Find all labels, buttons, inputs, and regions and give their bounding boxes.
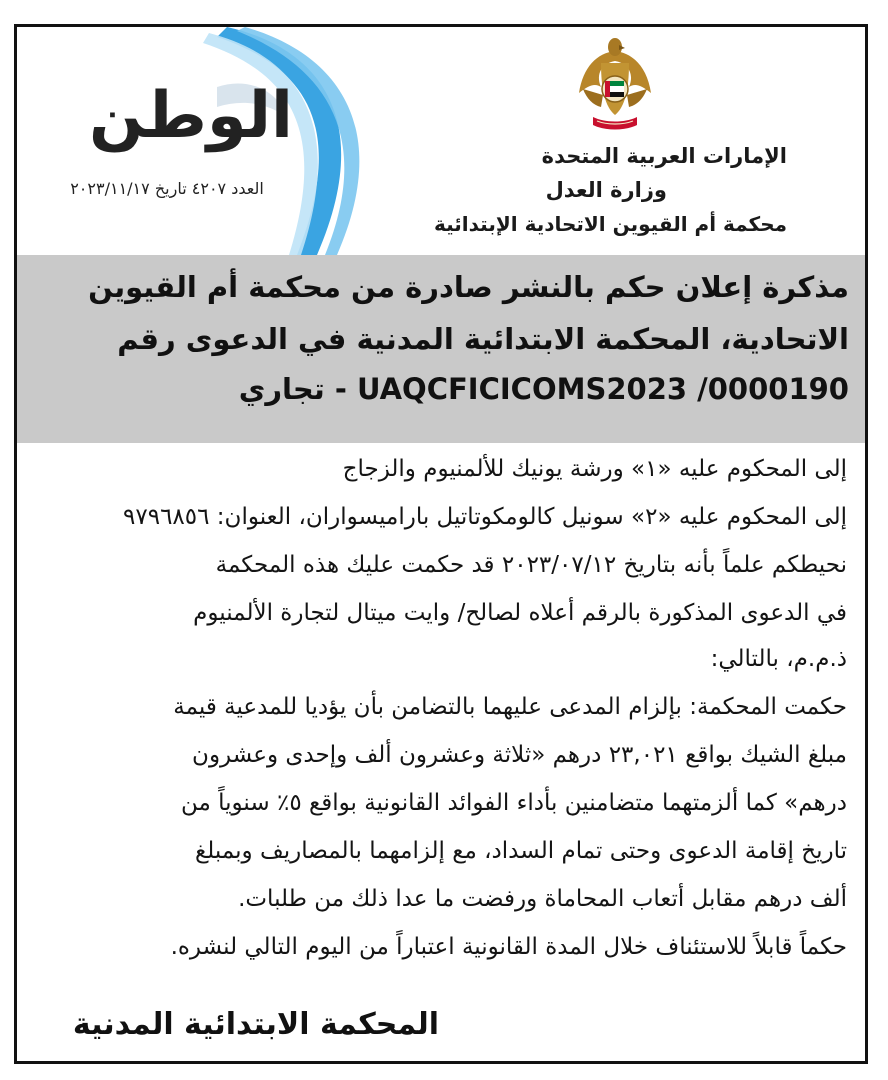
title-line-1: مذكرة إعلان حكم بالنشر صادرة من محكمة أم القيوين bbox=[88, 270, 849, 304]
body-line: درهم» كما ألزمتهما متضامنين بأداء الفوائد القانونية بواقع ٥٪ سنوياً من bbox=[181, 790, 847, 816]
body-line: إلى المحكوم عليه «١» ورشة يونيك للألمنيوم والزجاج bbox=[342, 456, 847, 482]
court-signature: المحكمة الابتدائية المدنية bbox=[72, 1007, 439, 1042]
government-heading bbox=[434, 139, 787, 241]
court-name: محكمة أم القيوين الاتحادية الإبتدائية bbox=[433, 212, 787, 236]
newspaper-logo: الوطن bbox=[89, 79, 293, 153]
body-line: في الدعوى المذكورة بالرقم أعلاه لصالح/ وايت ميتال لتجارة الألمنيوم bbox=[193, 600, 847, 626]
body-line: حكمت المحكمة: بإلزام المدعى عليهما بالتضامن بأن يؤديا للمدعية قيمة bbox=[173, 694, 847, 720]
issue-number-date: العدد ٤٢٠٧ تاريخ ٢٠٢٣/١١/١٧ bbox=[70, 179, 264, 198]
body-line: تاريخ إقامة الدعوى وحتى تمام السداد، مع إلزامهما بالمصاريف وبمبلغ bbox=[195, 838, 847, 864]
body-line: ألف درهم مقابل أتعاب المحاماة ورفضت ما عدا ذلك من طلبات. bbox=[238, 886, 847, 912]
country-name: الإمارات العربية المتحدة bbox=[541, 144, 787, 168]
title-line-3: UAQCFICICOMS2023 /0000190 - تجاري bbox=[238, 372, 849, 406]
uae-falcon-emblem-icon bbox=[575, 33, 655, 133]
ministry-name: وزارة العدل bbox=[545, 178, 667, 202]
body-line: نحيطكم علماً بأنه بتاريخ ٢٠٢٣/٠٧/١٢ قد حكمت عليك هذه المحكمة bbox=[215, 552, 847, 578]
body-line: إلى المحكوم عليه «٢» سونيل كالومكوتاتيل باراميسواران، العنوان: ٩٧٩٦٨٥٦ bbox=[123, 504, 847, 530]
body-line: مبلغ الشيك بواقع ٢٣,٠٢١ درهم «ثلاثة وعشرون ألف وإحدى وعشرون bbox=[192, 742, 847, 768]
body-line: حكماً قابلاً للاستئناف خلال المدة القانونية اعتباراً من اليوم التالي لنشره. bbox=[170, 934, 847, 960]
notice-header bbox=[17, 27, 865, 255]
title-line-2: الاتحادية، المحكمة الابتدائية المدنية في الدعوى رقم bbox=[117, 322, 849, 356]
body-line: ذ.م.م، بالتالي: bbox=[710, 646, 847, 672]
notice-title-band bbox=[17, 255, 865, 443]
notice-frame bbox=[14, 24, 868, 1064]
